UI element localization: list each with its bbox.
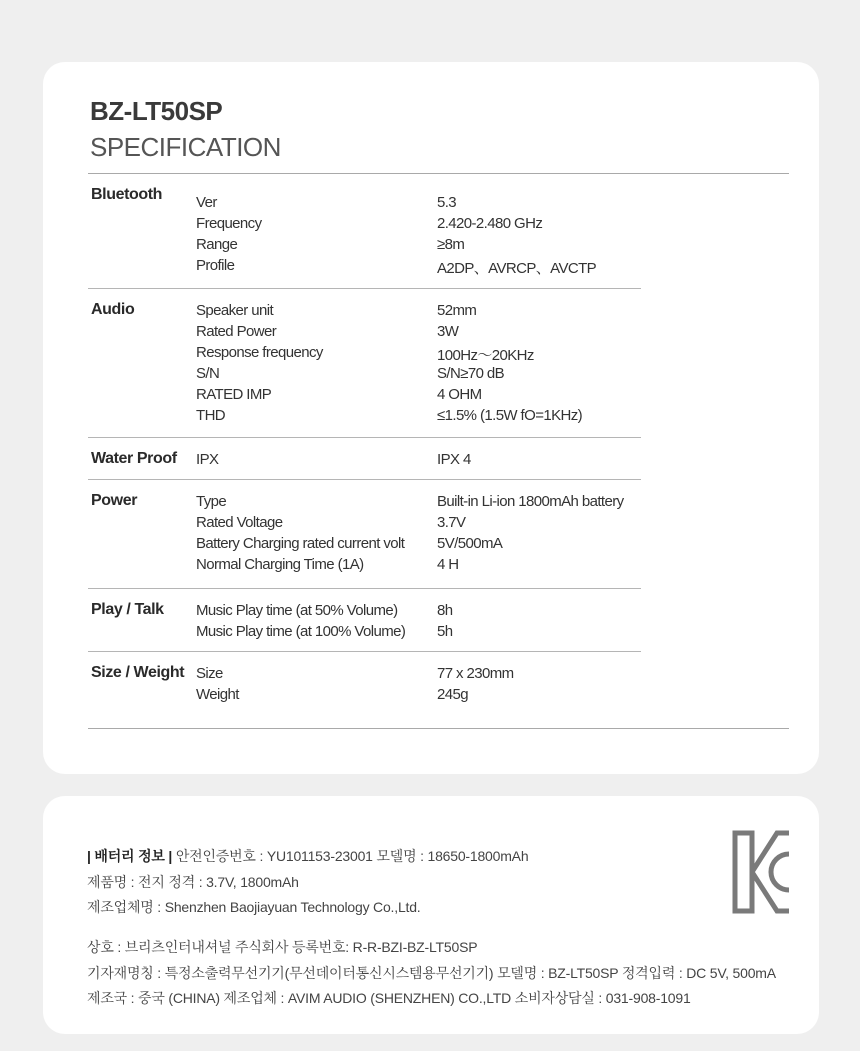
spec-label: Frequency — [196, 215, 262, 232]
bottom-divider — [88, 728, 789, 729]
spec-label: RATED IMP — [196, 386, 272, 403]
spec-value: 245g — [437, 686, 468, 703]
spec-row — [88, 344, 641, 365]
spec-value: 4 H — [437, 556, 459, 573]
spec-value: 100Hz～20KHz — [437, 347, 534, 364]
specification-card — [43, 62, 819, 774]
spec-row — [88, 451, 641, 472]
spec-value: IPX 4 — [437, 451, 471, 468]
origin-line: 제조국 : 중국 (CHINA) 제조업체 : AVIM AUDIO (SHENZHEN) CO.,LTD 소비자상담실 : 031-908-1091 — [87, 990, 691, 1006]
spec-value: 52mm — [437, 302, 477, 319]
equipment-line: 기자재명칭 : 특정소출력무선기기(무선데이터통신시스템용무선기기) 모델명 : BZ-LT50SP 정격입력 : DC 5V, 500mA — [87, 965, 776, 981]
company-line: 상호 : 브리츠인터내셔널 주식회사 등록번호: R-R-BZI-BZ-LT50SP — [87, 939, 478, 955]
section-size-weight — [88, 652, 641, 722]
category-label: Size / Weight — [91, 664, 185, 681]
spec-label: Size — [196, 665, 223, 682]
section-play-talk — [88, 589, 641, 652]
battery-manufacturer-line: 제조업체명 : Shenzhen Baojiayuan Technology Co.,Ltd. — [87, 899, 421, 915]
spec-value: 5.3 — [437, 194, 457, 211]
section-audio — [88, 289, 641, 438]
certification-info-card — [43, 796, 819, 1034]
spec-value: 3W — [437, 323, 459, 340]
spec-row — [88, 323, 641, 344]
spec-value: Built-in Li-ion 1800mAh battery — [437, 493, 624, 510]
section-water-proof — [88, 438, 641, 480]
battery-product-line: 제품명 : 전지 정격 : 3.7V, 1800mAh — [87, 874, 299, 890]
spec-label: Type — [196, 493, 227, 510]
spec-row — [88, 493, 641, 514]
section-bluetooth — [88, 174, 641, 289]
category-label: Power — [91, 492, 138, 509]
specification-title: SPECIFICATION — [90, 132, 281, 162]
spec-value: 2.420-2.480 GHz — [437, 215, 543, 232]
category-label: Play / Talk — [91, 601, 164, 618]
spec-label: Music Play time (at 100% Volume) — [196, 623, 406, 640]
spec-row — [88, 386, 641, 407]
spec-row — [88, 407, 641, 428]
spec-label: Normal Charging Time (1A) — [196, 556, 364, 573]
spec-value: 4 OHM — [437, 386, 482, 403]
spec-label: Range — [196, 236, 238, 253]
spec-value: 8h — [437, 602, 453, 619]
spec-label: Profile — [196, 257, 235, 274]
spec-row — [88, 556, 641, 577]
section-power — [88, 480, 641, 589]
battery-info-title: | 배터리 정보 | — [87, 848, 173, 864]
spec-row — [88, 257, 641, 278]
spec-row — [88, 514, 641, 535]
spec-label: IPX — [196, 451, 219, 468]
battery-cert-text: 안전인증번호 : YU101153-23001 모델명 : 18650-1800mAh — [172, 848, 529, 864]
category-label: Water Proof — [91, 450, 177, 467]
spec-label: Music Play time (at 50% Volume) — [196, 602, 398, 619]
spec-row — [88, 365, 641, 386]
model-name: BZ-LT50SP — [90, 96, 223, 126]
spec-label: THD — [196, 407, 226, 424]
spec-value: ≥8m — [437, 236, 465, 253]
spec-row — [88, 535, 641, 556]
spec-value: 5V/500mA — [437, 535, 503, 552]
spec-label: Ver — [196, 194, 217, 211]
spec-row — [88, 236, 641, 257]
spec-row — [88, 686, 641, 707]
spec-label: Battery Charging rated current volt — [196, 535, 405, 552]
spec-label: Speaker unit — [196, 302, 274, 319]
spec-row — [88, 665, 641, 686]
category-label: Audio — [91, 301, 135, 318]
spec-label: Rated Power — [196, 323, 277, 340]
spec-value: ≤1.5% (1.5W fO=1KHz) — [437, 407, 583, 424]
spec-label: Rated Voltage — [196, 514, 283, 531]
kc-certification-icon — [732, 830, 792, 914]
spec-row — [88, 215, 641, 236]
spec-value: 3.7V — [437, 514, 466, 531]
battery-info-line — [87, 846, 528, 866]
spec-label: Response frequency — [196, 344, 323, 361]
spec-value: S/N≥70 dB — [437, 365, 505, 382]
category-label: Bluetooth — [91, 186, 163, 203]
spec-label: S/N — [196, 365, 220, 382]
spec-row — [88, 623, 641, 644]
spec-value: A2DP、AVRCP、AVCTP — [437, 260, 597, 277]
spec-row — [88, 602, 641, 623]
spec-row — [88, 302, 641, 323]
spec-label: Weight — [196, 686, 239, 703]
spec-value: 77 x 230mm — [437, 665, 514, 682]
spec-row — [88, 194, 641, 215]
spec-value: 5h — [437, 623, 453, 640]
